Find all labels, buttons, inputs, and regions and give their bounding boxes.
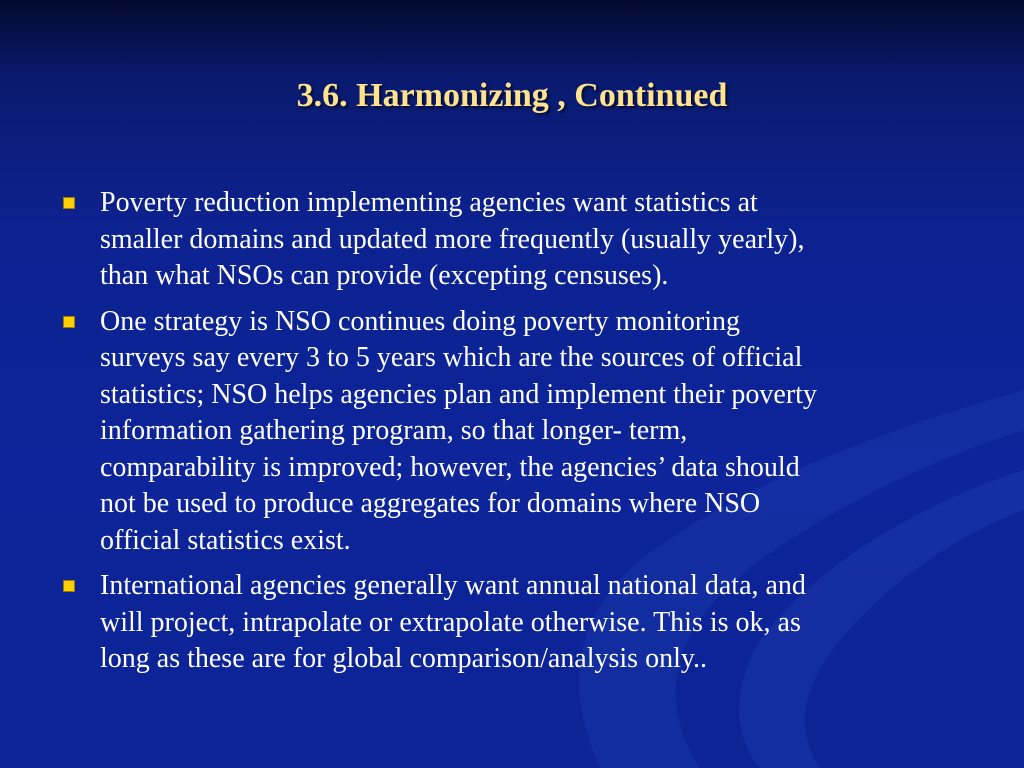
text-line: comparability is improved; however, the agencies’ data should [100, 451, 800, 483]
slide-title: 3.6. Harmonizing , Continued [296, 77, 728, 114]
text-line: information gathering program, so that longer- term, [100, 415, 688, 446]
bullet-text [100, 185, 960, 295]
square-bullet-icon [63, 316, 75, 328]
bullet-text [100, 304, 960, 560]
text-line: than what NSOs can provide (excepting censuses). [100, 260, 669, 291]
text-line: not be used to produce aggregates for domains where NSO [100, 488, 761, 519]
text-line: Poverty reduction implementing agencies want statistics at [100, 187, 758, 218]
bullet-list [60, 185, 960, 687]
text-line: smaller domains and updated more frequently (usually yearly), [100, 223, 805, 255]
bullet-text [100, 568, 960, 678]
bullet-item [60, 568, 960, 678]
text-line: long as these are for global comparison/analysis only.. [100, 643, 708, 674]
bullet-item [60, 304, 960, 560]
text-line: will project, intrapolate or extrapolate otherwise. This is ok, as [100, 606, 801, 638]
square-bullet-icon [63, 197, 75, 209]
text-line: One strategy is NSO continues doing poverty monitoring [100, 305, 741, 337]
text-line: statistics; NSO helps agencies plan and implement their poverty [100, 378, 817, 410]
square-bullet-icon [63, 580, 75, 592]
text-line: official statistics exist. [100, 524, 351, 556]
text-line: International agencies generally want annual national data, and [100, 570, 806, 601]
text-line: surveys say every 3 to 5 years which are the sources of official [100, 342, 803, 373]
bullet-item [60, 185, 960, 295]
